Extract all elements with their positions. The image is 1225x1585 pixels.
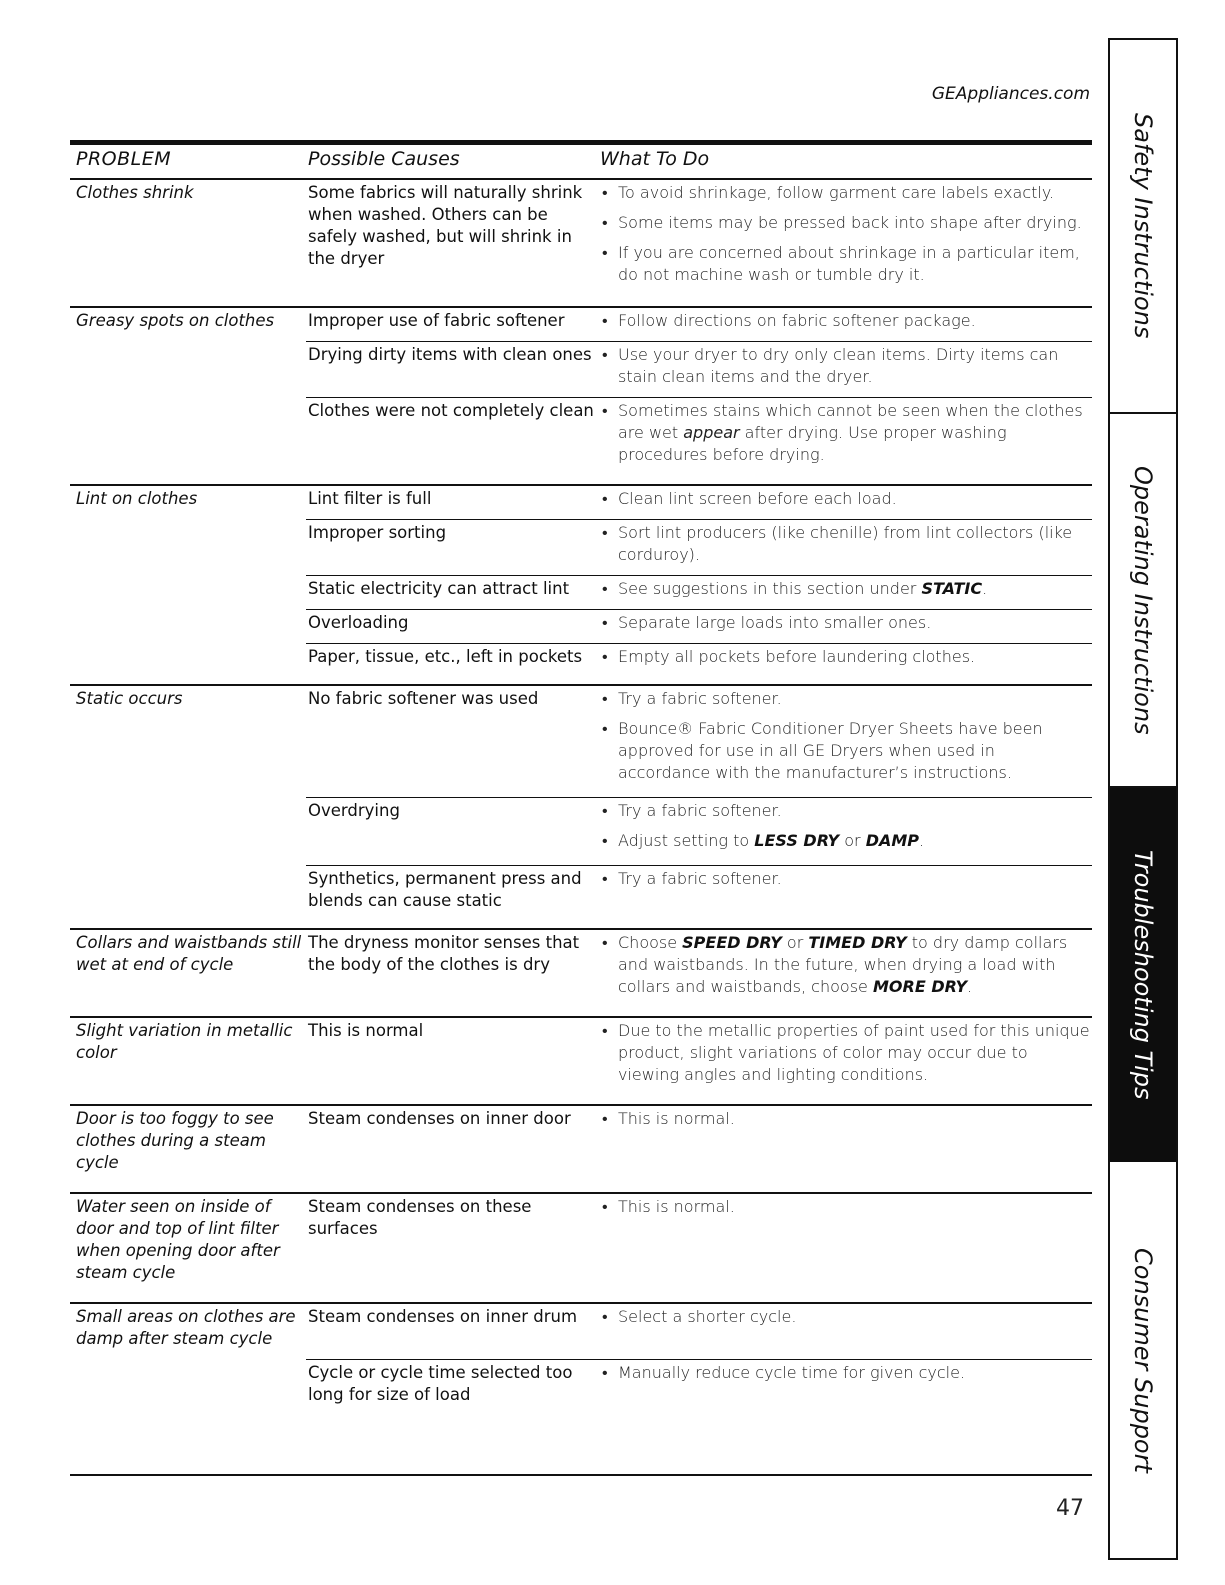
- bullet-icon: •: [602, 1363, 608, 1382]
- what-to-do-cell: [596, 866, 1092, 928]
- cause-cell: The dryness monitor senses that the body of the clothes is dry: [308, 933, 580, 974]
- cause-row: [306, 1018, 1092, 1104]
- what-to-do-item: [596, 344, 1092, 388]
- problem-cell: Slight variation in metallic color: [76, 1021, 293, 1062]
- what-to-do-cell: [596, 520, 1092, 575]
- tab-safety-instructions[interactable]: [1110, 40, 1176, 414]
- cause-cell: Synthetics, permanent press and blends can cause static: [308, 869, 582, 910]
- what-to-do-cell: [596, 1018, 1092, 1104]
- cause-list: [306, 1194, 1092, 1302]
- table-row: [70, 1106, 1092, 1194]
- cause-row: [306, 576, 1092, 610]
- problem-cell: Collars and waistbands still wet at end of cycle: [76, 933, 302, 974]
- cause-cell: Some fabrics will naturally shrink when washed. Others can be safely washed, but will shrink in the dryer: [308, 183, 583, 268]
- what-to-do-text: Empty all pockets before laundering clothes.: [618, 647, 976, 666]
- cause-list: [306, 686, 1092, 928]
- bullet-icon: •: [602, 1307, 608, 1326]
- tab-label: Consumer Support: [1129, 1247, 1157, 1473]
- what-to-do-cell: [596, 486, 1092, 519]
- problem-cell: Small areas on clothes are damp after steam cycle: [76, 1307, 296, 1348]
- cause-row: [306, 342, 1092, 398]
- cause-row: [306, 398, 1092, 484]
- tab-operating-instructions[interactable]: [1110, 414, 1176, 788]
- what-to-do-text: Sometimes stains which cannot be seen when the clothes are wet appear after drying. Use proper washing procedures before drying.: [618, 401, 1083, 464]
- what-to-do-cell: [596, 1360, 1092, 1474]
- bullet-icon: •: [602, 689, 608, 708]
- what-to-do-item: [596, 488, 1092, 510]
- table-row: [70, 930, 1092, 1018]
- bullet-icon: •: [602, 489, 608, 508]
- what-to-do-item: [596, 1196, 1092, 1218]
- cause-row: [306, 1360, 1092, 1474]
- bullet-icon: •: [602, 1021, 608, 1040]
- bullet-icon: •: [602, 1197, 608, 1216]
- what-to-do-cell: [596, 576, 1092, 609]
- cause-row: [306, 308, 1092, 342]
- bullet-icon: •: [602, 1109, 608, 1128]
- cause-cell: No fabric softener was used: [308, 689, 539, 708]
- problem-cell: Door is too foggy to see clothes during a steam cycle: [76, 1109, 274, 1172]
- cause-cell: Improper use of fabric softener: [308, 311, 565, 330]
- cause-cell: Paper, tissue, etc., left in pockets: [308, 647, 583, 666]
- bullet-icon: •: [602, 213, 608, 232]
- cause-row: [306, 1304, 1092, 1360]
- header-problem: PROBLEM: [76, 148, 172, 170]
- problem-cell: Water seen on inside of door and top of lint filter when opening door after steam cycle: [76, 1197, 280, 1282]
- page-number: 47: [1056, 1496, 1084, 1521]
- what-to-do-item: [596, 212, 1092, 234]
- what-to-do-item: [596, 310, 1092, 332]
- bullet-icon: •: [602, 311, 608, 330]
- header-possible-causes: Possible Causes: [308, 148, 460, 170]
- cause-cell: Clothes were not completely clean: [308, 401, 594, 420]
- tab-label: Operating Instructions: [1129, 465, 1157, 735]
- table-row: [70, 1194, 1092, 1304]
- what-to-do-text: See suggestions in this section under STATIC.: [618, 579, 988, 598]
- table-row: [70, 1304, 1092, 1476]
- what-to-do-item: [596, 612, 1092, 634]
- cause-list: [306, 930, 1092, 1016]
- tab-consumer-support[interactable]: [1110, 1162, 1176, 1558]
- what-to-do-item: [596, 1108, 1092, 1130]
- cause-cell: Overloading: [308, 613, 409, 632]
- bullet-icon: •: [602, 869, 608, 888]
- cause-row: [306, 486, 1092, 520]
- what-to-do-item: [596, 868, 1092, 890]
- what-to-do-item: [596, 1306, 1092, 1328]
- cause-row: [306, 520, 1092, 576]
- what-to-do-text: Some items may be pressed back into shape after drying.: [618, 213, 1082, 232]
- cause-row: [306, 798, 1092, 866]
- what-to-do-text: To avoid shrinkage, follow garment care labels exactly.: [618, 183, 1055, 202]
- top-rule: [70, 140, 1092, 145]
- table-row: [70, 180, 1092, 308]
- bullet-icon: •: [602, 719, 608, 738]
- cause-list: [306, 486, 1092, 684]
- cause-cell: Static electricity can attract lint: [308, 579, 570, 598]
- bullet-icon: •: [602, 933, 608, 952]
- what-to-do-text: Clean lint screen before each load.: [618, 489, 897, 508]
- bullet-icon: •: [602, 523, 608, 542]
- cause-list: [306, 180, 1092, 306]
- what-to-do-item: [596, 400, 1092, 466]
- cause-cell: Steam condenses on these surfaces: [308, 1197, 532, 1238]
- what-to-do-text: Adjust setting to LESS DRY or DAMP.: [618, 831, 925, 850]
- cause-row: [306, 1194, 1092, 1302]
- cause-cell: Steam condenses on inner drum: [308, 1307, 578, 1326]
- section-tabs: [1108, 38, 1178, 1560]
- table-row: [70, 308, 1092, 486]
- what-to-do-item: [596, 522, 1092, 566]
- cause-list: [306, 308, 1092, 484]
- what-to-do-item: [596, 578, 1092, 600]
- site-url: GEAppliances.com: [931, 84, 1090, 104]
- cause-row: [306, 930, 1092, 1016]
- what-to-do-item: [596, 1020, 1092, 1086]
- what-to-do-cell: [596, 398, 1092, 484]
- header-what-to-do: What To Do: [600, 148, 710, 170]
- what-to-do-item: [596, 800, 1092, 822]
- what-to-do-text: Try a fabric softener.: [618, 801, 782, 820]
- problem-cell: Clothes shrink: [76, 183, 194, 202]
- problem-cell: Static occurs: [76, 689, 183, 708]
- what-to-do-item: [596, 1362, 1092, 1384]
- problem-cell: Lint on clothes: [76, 489, 198, 508]
- what-to-do-cell: [596, 930, 1092, 1016]
- cause-cell: Improper sorting: [308, 523, 447, 542]
- cause-list: [306, 1106, 1092, 1192]
- what-to-do-item: [596, 932, 1092, 998]
- what-to-do-text: Sort lint producers (like chenille) from lint collectors (like corduroy).: [618, 523, 1073, 564]
- what-to-do-cell: [596, 1194, 1092, 1302]
- what-to-do-item: [596, 646, 1092, 668]
- table-row: [70, 486, 1092, 686]
- cause-row: [306, 866, 1092, 928]
- what-to-do-text: Bounce® Fabric Conditioner Dryer Sheets have been approved for use in all GE Dryers when used in accordance with the manufacturer’s instructions.: [618, 719, 1043, 782]
- what-to-do-text: Select a shorter cycle.: [618, 1307, 797, 1326]
- what-to-do-cell: [596, 1106, 1092, 1192]
- cause-list: [306, 1304, 1092, 1474]
- cause-row: [306, 1106, 1092, 1192]
- what-to-do-item: [596, 182, 1092, 204]
- tab-label: Troubleshooting Tips: [1129, 850, 1157, 1100]
- cause-cell: This is normal: [308, 1021, 424, 1040]
- bullet-icon: •: [602, 401, 608, 420]
- what-to-do-text: Due to the metallic properties of paint used for this unique product, slight variations of color may occur due to viewing angles and lighting conditions.: [618, 1021, 1090, 1084]
- bullet-icon: •: [602, 345, 608, 364]
- what-to-do-item: [596, 830, 1092, 852]
- cause-row: [306, 610, 1092, 644]
- cause-cell: Overdrying: [308, 801, 400, 820]
- what-to-do-cell: [596, 308, 1092, 341]
- cause-cell: Cycle or cycle time selected too long for size of load: [308, 1363, 573, 1404]
- bullet-icon: •: [602, 183, 608, 202]
- what-to-do-text: Use your dryer to dry only clean items. Dirty items can stain clean items and the dryer.: [618, 345, 1059, 386]
- what-to-do-text: Manually reduce cycle time for given cycle.: [618, 1363, 966, 1382]
- troubleshooting-table: [70, 180, 1092, 1476]
- what-to-do-cell: [596, 610, 1092, 643]
- cause-cell: Steam condenses on inner door: [308, 1109, 571, 1128]
- bullet-icon: •: [602, 243, 608, 262]
- what-to-do-text: Separate large loads into smaller ones.: [618, 613, 932, 632]
- table-row: [70, 686, 1092, 930]
- table-row: [70, 1018, 1092, 1106]
- cause-cell: Lint filter is full: [308, 489, 432, 508]
- what-to-do-text: Choose SPEED DRY or TIMED DRY to dry damp collars and waistbands. In the future, when drying a load with collars and waistbands, choose MORE DRY.: [618, 933, 1068, 996]
- cause-list: [306, 1018, 1092, 1104]
- table-header: [70, 148, 1092, 180]
- bullet-icon: •: [602, 801, 608, 820]
- problem-cell: Greasy spots on clothes: [76, 311, 275, 330]
- what-to-do-text: Try a fabric softener.: [618, 689, 782, 708]
- cause-row: [306, 644, 1092, 684]
- cause-row: [306, 180, 1092, 306]
- what-to-do-text: This is normal.: [618, 1197, 735, 1216]
- what-to-do-item: [596, 718, 1092, 784]
- what-to-do-cell: [596, 798, 1092, 865]
- cause-cell: Drying dirty items with clean ones: [308, 345, 592, 364]
- what-to-do-item: [596, 242, 1092, 286]
- bullet-icon: •: [602, 579, 608, 598]
- what-to-do-text: This is normal.: [618, 1109, 735, 1128]
- what-to-do-cell: [596, 1304, 1092, 1359]
- bullet-icon: •: [602, 613, 608, 632]
- tab-troubleshooting-tips[interactable]: [1110, 788, 1176, 1162]
- cause-row: [306, 686, 1092, 798]
- bullet-icon: •: [602, 647, 608, 666]
- what-to-do-cell: [596, 180, 1092, 306]
- bullet-icon: •: [602, 831, 608, 850]
- what-to-do-text: If you are concerned about shrinkage in a particular item, do not machine wash or tumble dry it.: [618, 243, 1080, 284]
- what-to-do-cell: [596, 644, 1092, 684]
- tab-label: Safety Instructions: [1129, 113, 1157, 339]
- what-to-do-text: Try a fabric softener.: [618, 869, 782, 888]
- what-to-do-item: [596, 688, 1092, 710]
- what-to-do-text: Follow directions on fabric softener package.: [618, 311, 976, 330]
- what-to-do-cell: [596, 342, 1092, 397]
- what-to-do-cell: [596, 686, 1092, 797]
